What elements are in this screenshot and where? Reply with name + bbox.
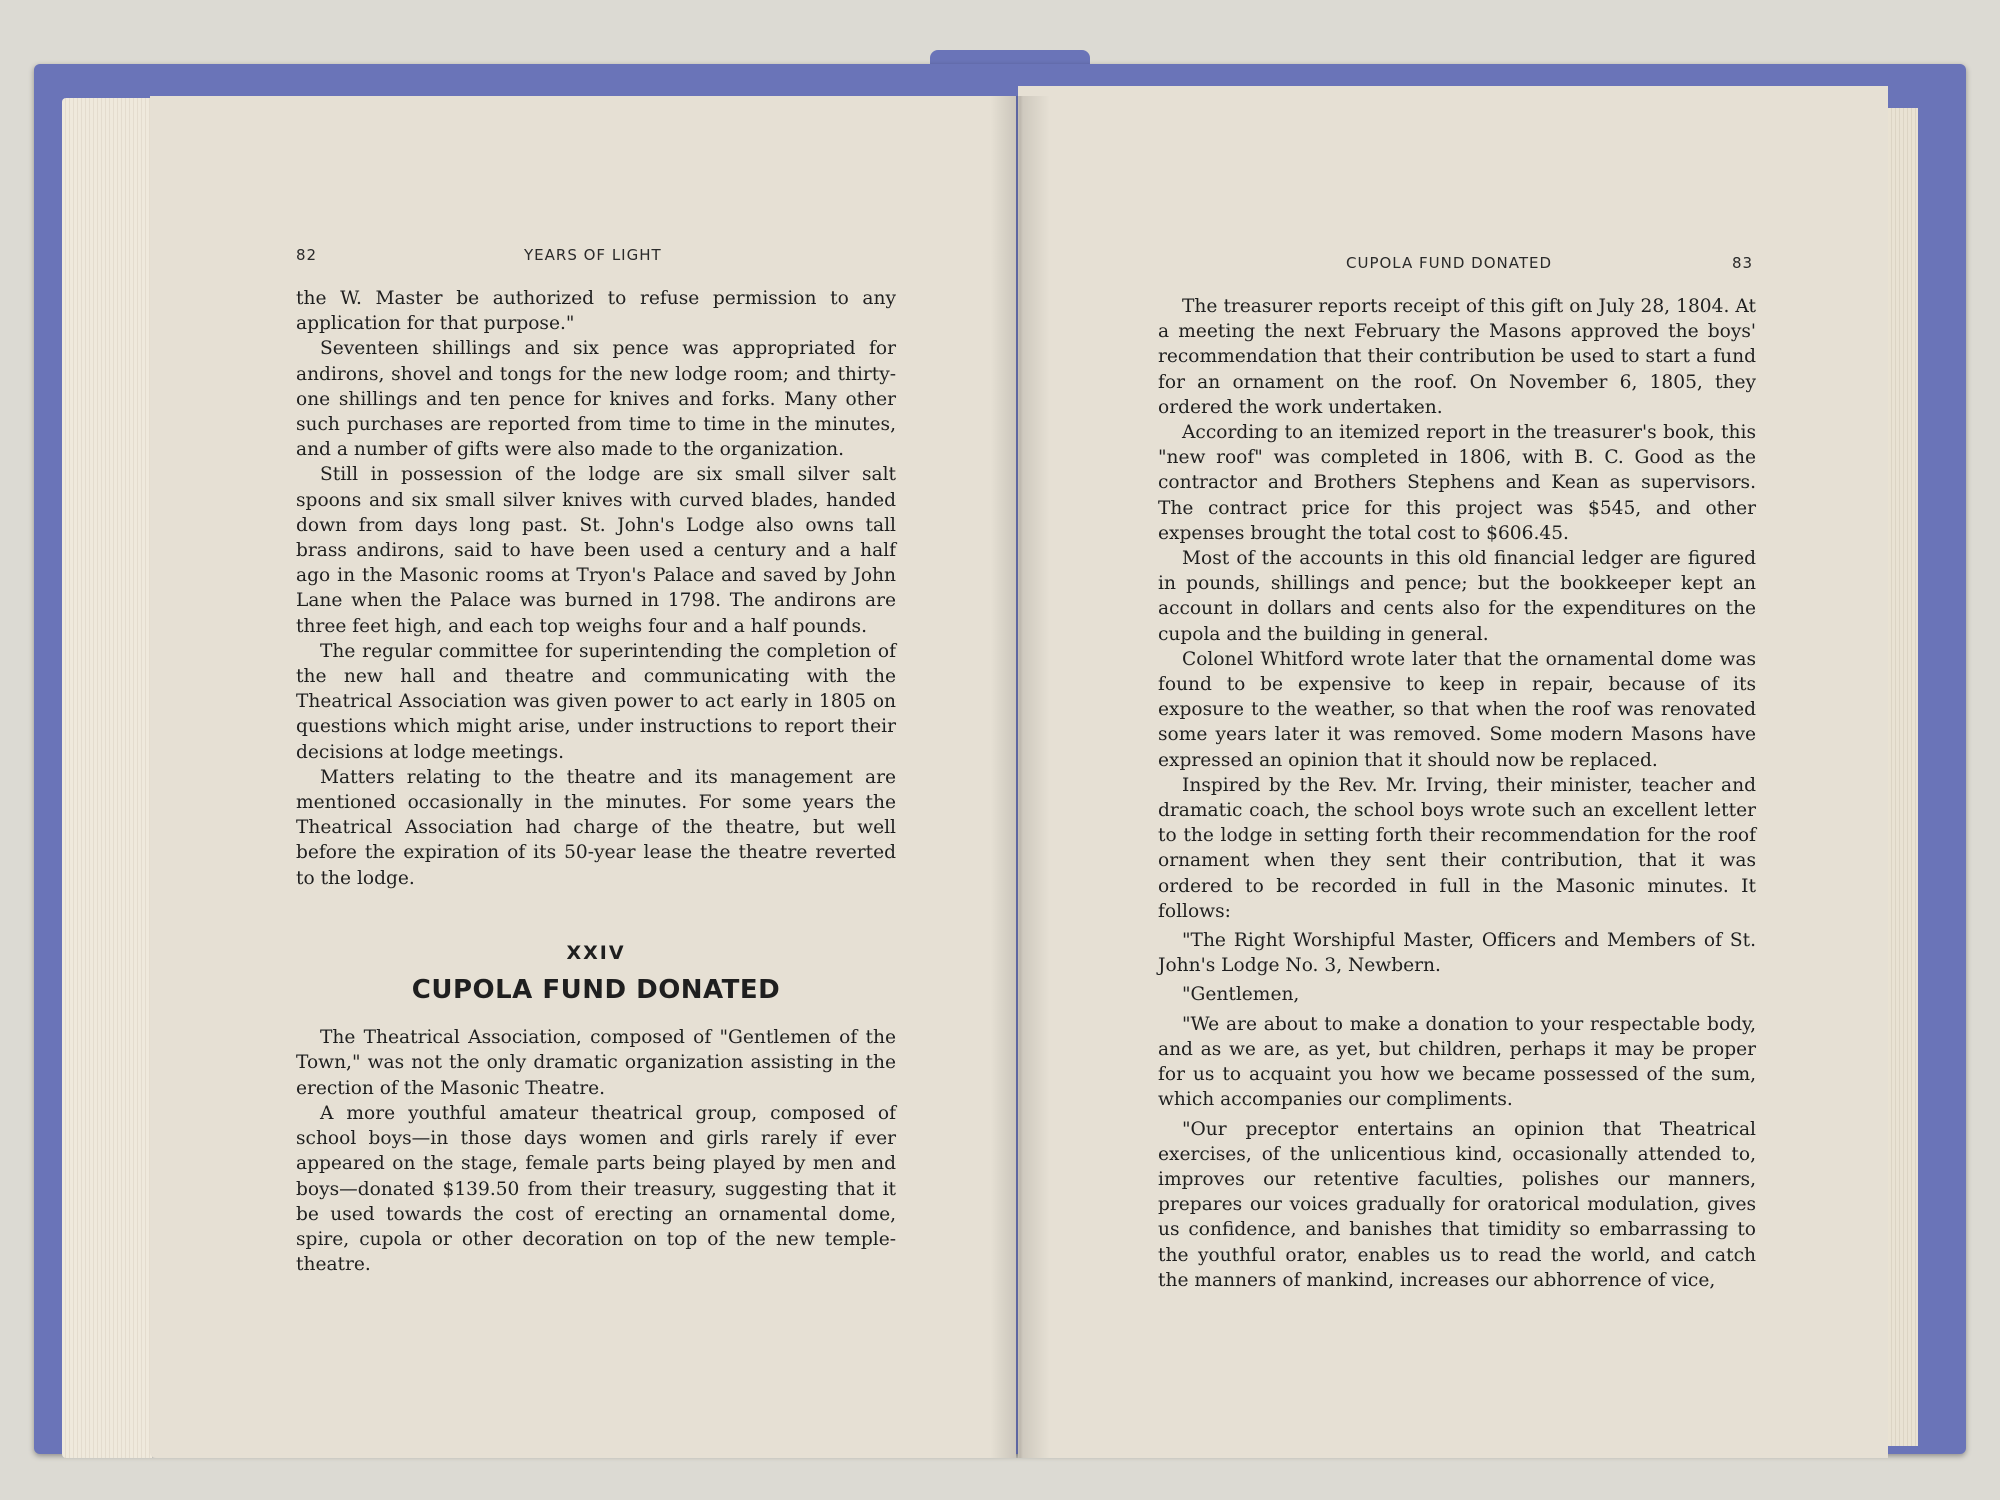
paragraph: A more youthful amateur theatrical group, composed of school boys—in those days women and girls rarely if ever appeared on the stage, female parts being played by men and boys—donated $139.50 from their treasury, suggesting that it be used towards the cost of erecting an ornamental dome, spire, cupola or other decoration on top of the new temple-theatre.	[296, 1102, 896, 1276]
left-page-body	[296, 286, 896, 1277]
paragraph: The treasurer reports receipt of this gift on July 28, 1804. At a meeting the next February the Masons approved the boys' recommendation that their contribution be used to start a fund for an ornament on the roof. On November 6, 1805, they ordered the work undertaken.	[1158, 296, 1756, 418]
chapter-title: CUPOLA FUND DONATED	[411, 975, 781, 1006]
paragraph: the W. Master be authorized to refuse permission to any application for that purpose."	[296, 288, 896, 335]
book-gutter	[990, 96, 1050, 1458]
chapter-number: XXIV	[566, 941, 626, 964]
letter-paragraph: "Our preceptor entertains an opinion that Theatrical exercises, of the unlicentious kind, occasionally attended to, improves our retentive faculties, polishes our manners, prepares our voices gradually for oratorical modulation, gives us confidence, and banishes that timidity so embarrassing to the youthful orator, enables us to read the world, and catch the manners of mankind, increases our abhorrence of vice,	[1158, 1118, 1756, 1291]
paragraph: Seventeen shillings and six pence was appropriated for andirons, shovel and tongs for the new lodge room; and thirty-one shillings and ten pence for knives and forks. Many other such purchases are reported from time to time in the minutes, and a number of gifts were also made to the organization.	[296, 338, 896, 461]
letter-salutation: "Gentlemen,	[1182, 984, 1300, 1006]
paragraph: Matters relating to the theatre and its management are mentioned occasionally in the minutes. For some years the Theatrical Association had charge of the theatre, but well before the expiration of its 50-year lease the theatre reverted to the lodge.	[296, 766, 896, 889]
right-page-body	[1158, 294, 1756, 1293]
right-running-head: CUPOLA FUND DONATED	[1346, 254, 1553, 272]
right-page-number: 83	[1732, 254, 1754, 272]
paragraph: According to an itemized report in the treasurer's book, this "new roof" was completed in 1806, with B. C. Good as the contractor and Brothers Stephens and Kean as supervisors. The contract price for this project was $545, and other expenses brought the total cost to $606.45.	[1158, 422, 1756, 544]
paragraph: Inspired by the Rev. Mr. Irving, their minister, teacher and dramatic coach, the school boys wrote such an excellent letter to the lodge in setting forth their recommendation for the roof ornament when they sent their contribution, that it was ordered to be recorded in full in the Masonic minutes. It follows:	[1158, 774, 1756, 922]
letter-paragraph: "We are about to make a donation to your respectable body, and as we are, as yet, but children, perhaps it may be proper for us to acquaint you how we became possessed of the sum, which accompanies our compliments.	[1158, 1013, 1756, 1111]
paragraph: Still in possession of the lodge are six small silver salt spoons and six small silver knives with curved blades, handed down from days long past. St. John's Lodge also owns tall brass andirons, said to have been used a century and a half ago in the Masonic rooms at Tryon's Palace and saved by John Lane when the Palace was burned in 1798. The andirons are three feet high, and each top weighs four and a half pounds.	[296, 464, 896, 637]
page-edges-left	[62, 98, 152, 1458]
paragraph: Most of the accounts in this old financial ledger are figured in pounds, shillings and pence; but the bookkeeper kept an account in dollars and cents also for the expenditures on the cupola and the building in general.	[1158, 548, 1756, 645]
paragraph: Colonel Whitford wrote later that the ornamental dome was found to be expensive to keep in repair, because of its exposure to the weather, so that when the roof was renovated some years later it was removed. Some modern Masons have expressed an opinion that it should now be replaced.	[1158, 648, 1756, 771]
paragraph: The Theatrical Association, composed of "Gentlemen of the Town," was not the only dramatic organization assisting in the erection of the Masonic Theatre.	[296, 1027, 896, 1099]
left-running-head: YEARS OF LIGHT	[524, 246, 662, 264]
left-page-number: 82	[296, 246, 318, 264]
paragraph: The regular committee for superintending the completion of the new hall and theatre and communicating with the Theatrical Association was given power to act early in 1805 on questions which might arise, under instructions to report their decisions at lodge meetings.	[296, 640, 896, 763]
letter-address: "The Right Worshipful Master, Officers and Members of St. John's Lodge No. 3, Newbern.	[1158, 930, 1756, 977]
